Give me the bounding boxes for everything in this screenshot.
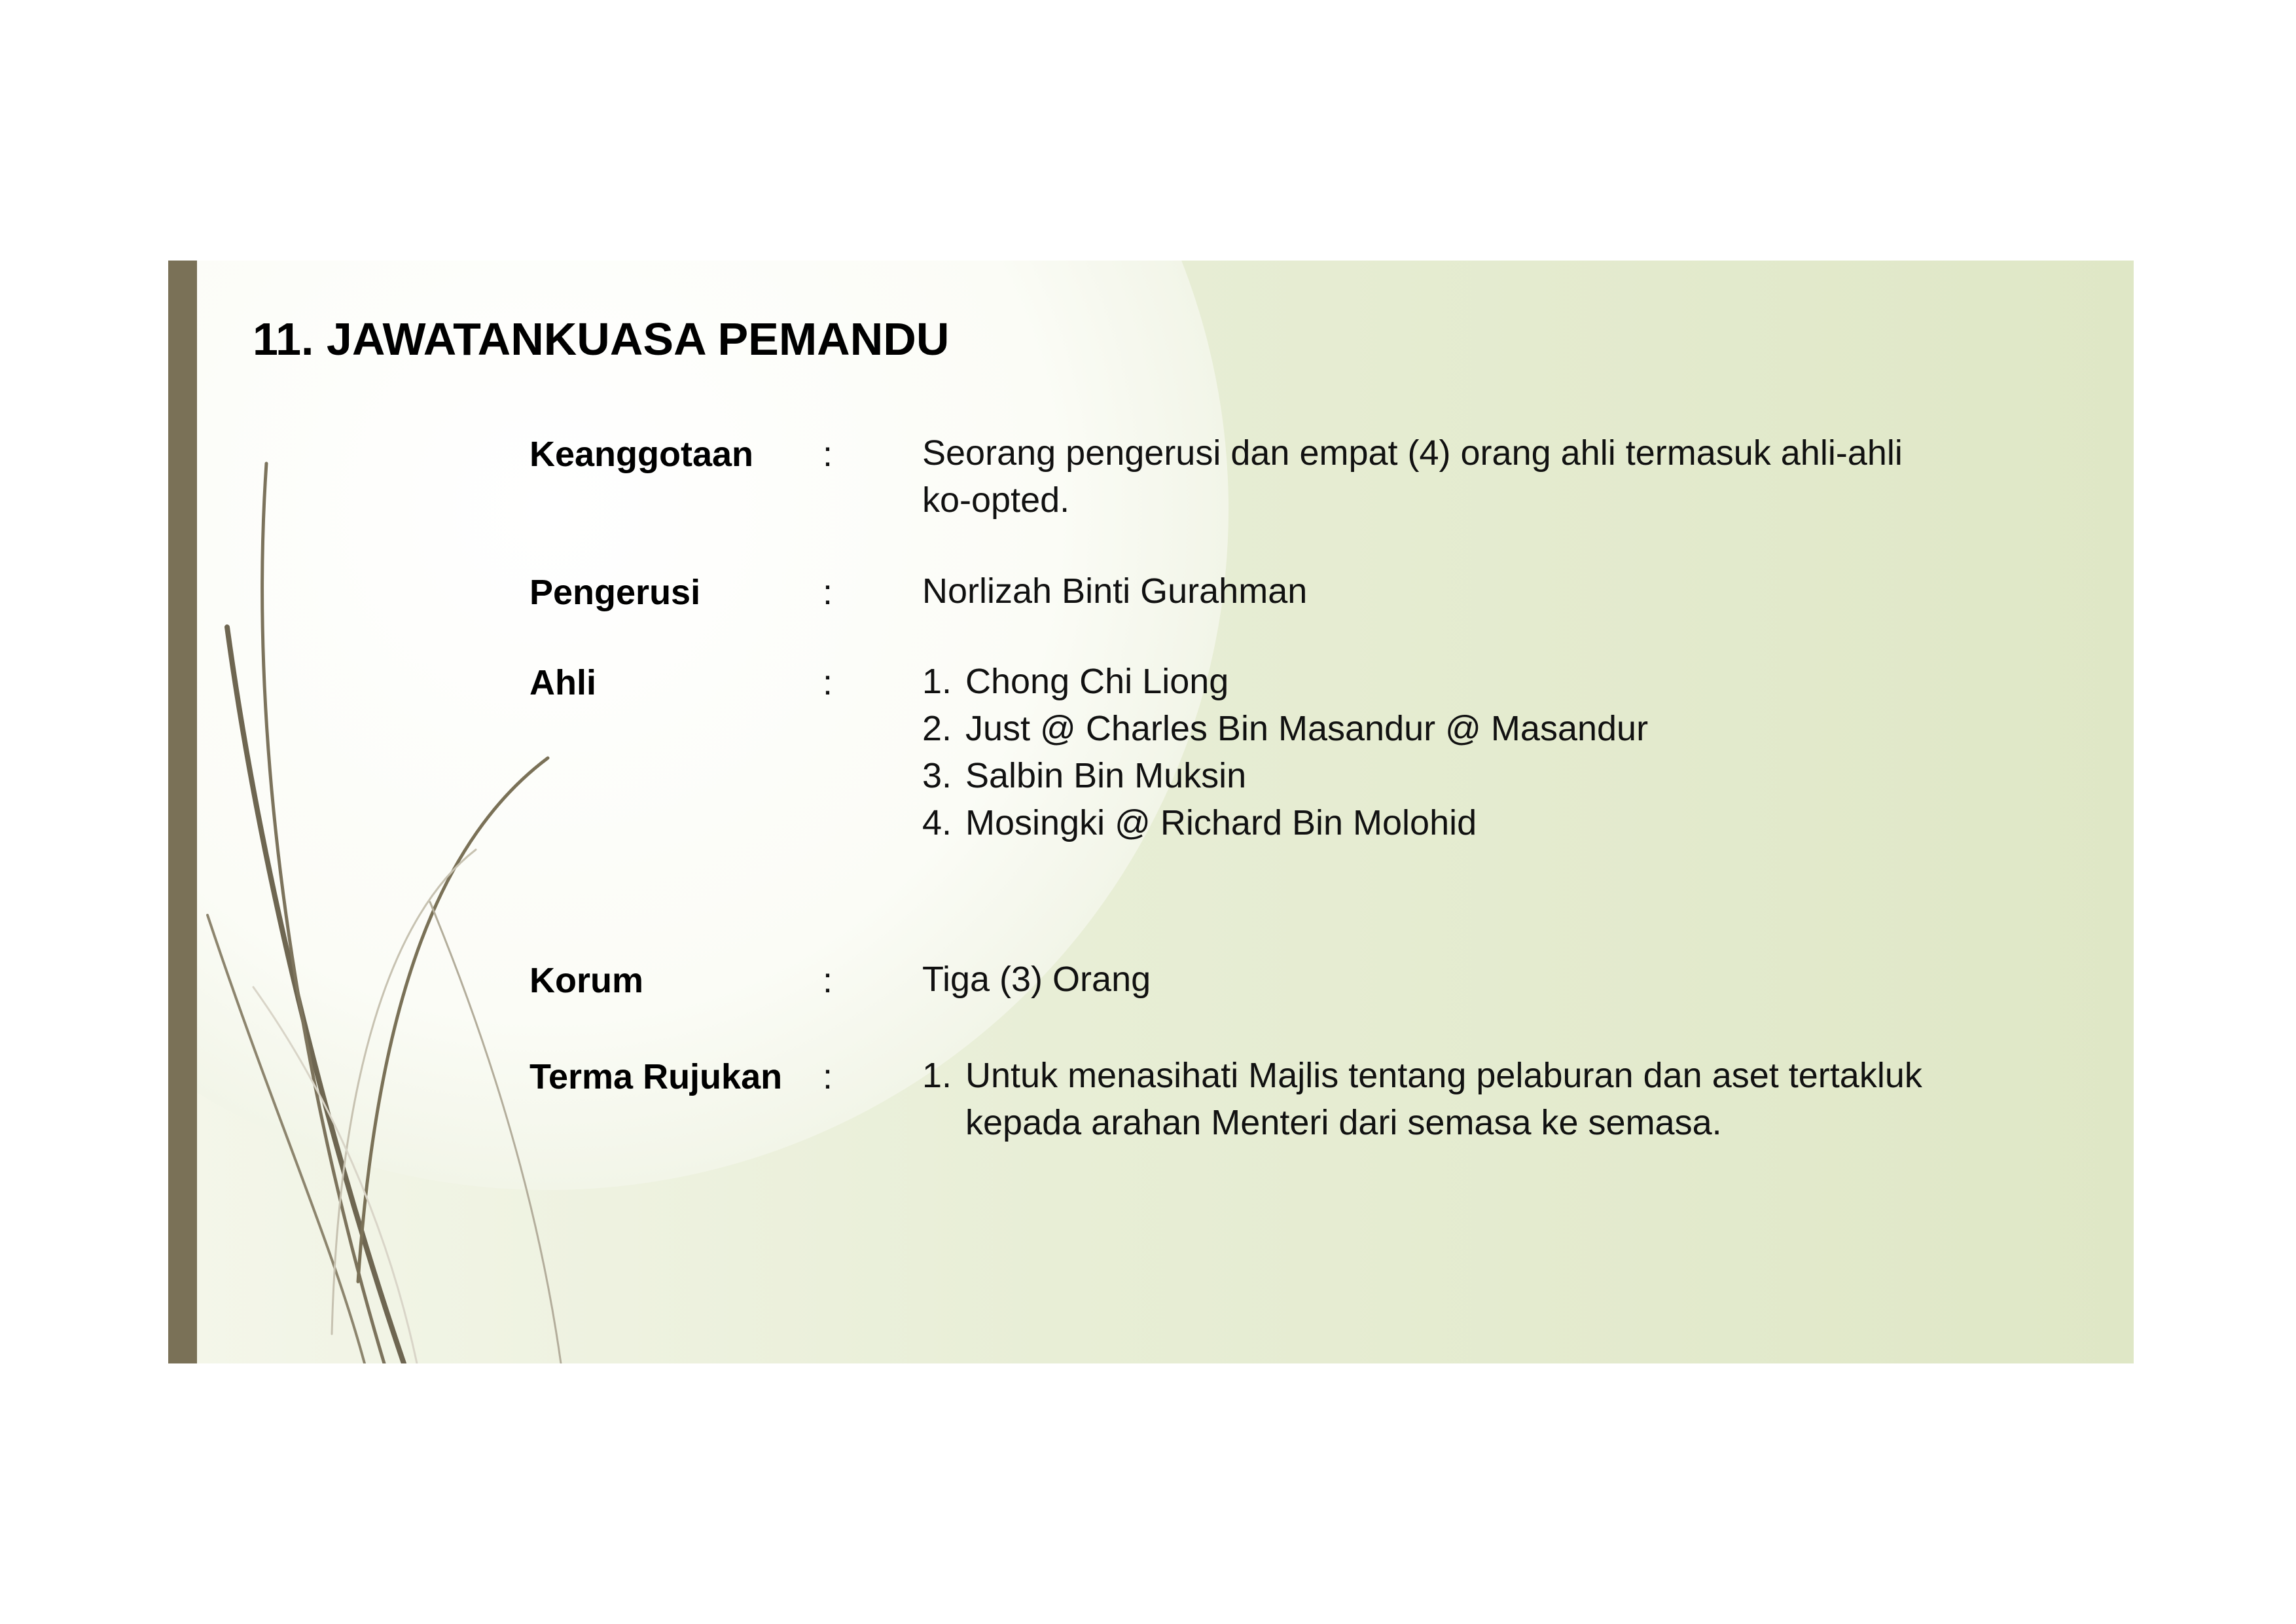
colon-ahli: :	[823, 663, 833, 702]
value-pengerusi: Norlizah Binti Gurahman	[922, 571, 1308, 611]
ahli-list	[922, 658, 1648, 846]
list-item: 1. Chong Chi Liong	[922, 662, 1229, 701]
list-item: 4. Mosingki @ Richard Bin Molohid	[922, 803, 1477, 842]
value-korum: Tiga (3) Orang	[922, 960, 1151, 999]
value-keanggotaan	[922, 429, 1903, 524]
colon-korum: :	[823, 961, 833, 1000]
label-ahli: Ahli	[529, 663, 596, 702]
accent-bar	[168, 261, 197, 1363]
colon-pengerusi: :	[823, 573, 833, 612]
list-item: 1. Untuk menasihati Majlis tentang pelaburan dan aset tertakluk kepada arahan Menteri dari semasa ke semasa.	[922, 1056, 1922, 1142]
terma-rujukan-list	[922, 1052, 1922, 1146]
label-terma-rujukan: Terma Rujukan	[529, 1057, 783, 1096]
colon-terma-rujukan: :	[823, 1057, 833, 1096]
value-keanggotaan-line2: ko-opted.	[922, 480, 1070, 520]
label-pengerusi: Pengerusi	[529, 573, 701, 612]
value-keanggotaan-line1: Seorang pengerusi dan empat (4) orang ahli termasuk ahli-ahli	[922, 433, 1903, 473]
label-keanggotaan: Keanggotaan	[529, 435, 754, 474]
list-item: 2. Just @ Charles Bin Masandur @ Masandur	[922, 709, 1649, 748]
slide	[168, 261, 2134, 1363]
label-korum: Korum	[529, 961, 643, 1000]
colon-keanggotaan: :	[823, 435, 833, 474]
list-item: 3. Salbin Bin Muksin	[922, 756, 1247, 795]
slide-title: 11. JAWATANKUASA PEMANDU	[253, 314, 950, 365]
slide-content	[168, 261, 2134, 1363]
